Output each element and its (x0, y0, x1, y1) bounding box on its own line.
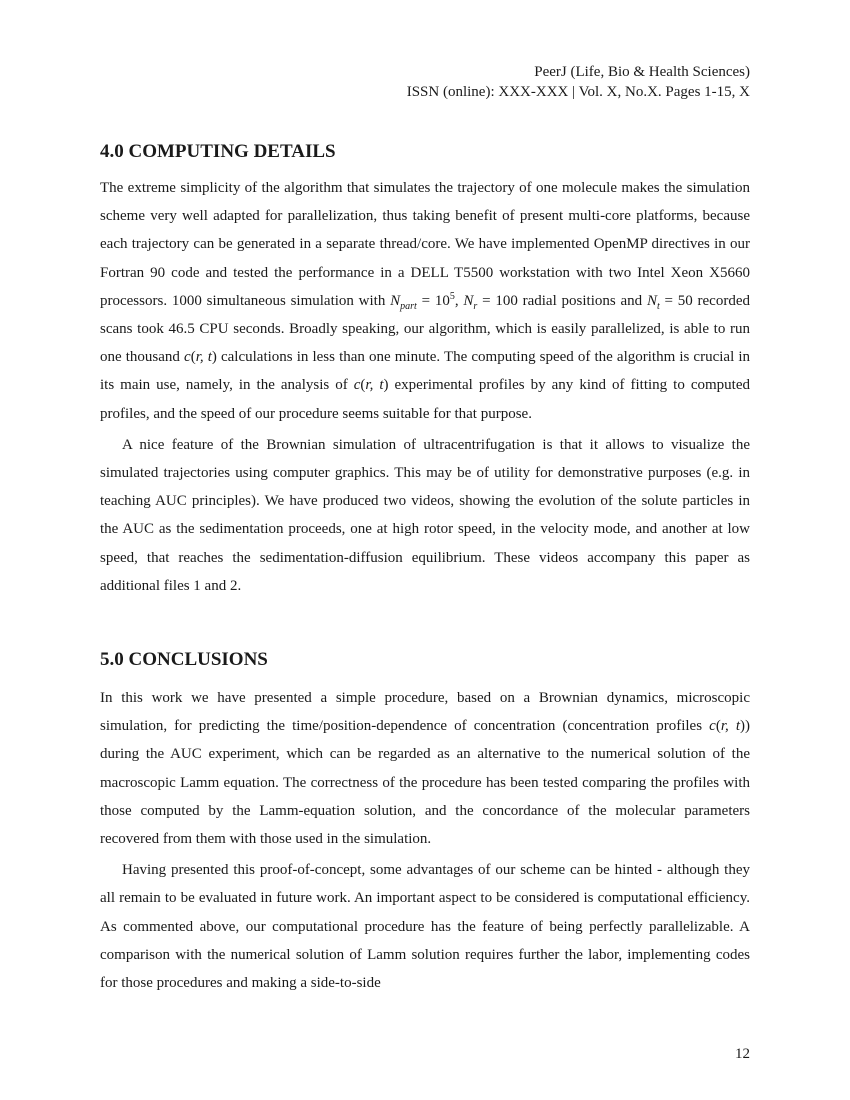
function-args: r, t (720, 718, 741, 735)
paragraph-computing-2: A nice feature of the Brownian simulation of ultracentrifugation is that it allows to visualize the simulated trajectories using computer graphics. This may be of utility for demonstrative purposes (e.g. in teaching AUC principles). We have produced two videos, showing the evolution of the solute particles in the AUC as the sedimentation proceeds, one at high rotor speed, in the velocity mode, and another at low speed, that reaches the sedimentation-diffusion equilibrium. These videos accompany this paper as additional files 1 and 2. (100, 436, 750, 594)
function-args: r, t (365, 377, 384, 394)
subscript-part: part (400, 300, 417, 312)
exponent: 5 (449, 290, 455, 302)
running-header (407, 62, 750, 102)
function-c: c (184, 349, 191, 366)
subscript-r: r (473, 300, 478, 312)
text-run: In this work we have presented a simple procedure, based on a Brownian dynamics, microscopic simulation, for predicting the time/position-dependence of concentration (concentration profiles (100, 690, 750, 735)
text-run: , (454, 292, 464, 309)
text-run: experimental profiles by any kind of fitting to computed profiles, and the speed of our procedure seems suitable for that purpose. (100, 377, 750, 422)
variable-n: N (390, 292, 401, 309)
section-heading-conclusions: 5.0 CONCLUSIONS (100, 649, 268, 671)
page-number: 12 (735, 1046, 750, 1062)
issn-line: ISSN (online): XXX-XXX | Vol. X, No.X. Pages 1-15, X (406, 84, 750, 100)
function-c: c (709, 718, 716, 735)
paragraph-conclusions-2: Having presented this proof-of-concept, some advantages of our scheme can be hinted - although they all remain to be evaluated in future work. An important aspect to be considered is computational efficiency. As commented above, our computational procedure has the feature of being perfectly parallelizable. A comparison with the numerical solution of Lamm solution requires further the labor, implementing codes for those procedures and making a side-to-side (100, 862, 750, 992)
subscript-t: t (656, 300, 660, 312)
journal-name: PeerJ (Life, Bio & Health Sciences) (534, 64, 750, 80)
variable-n: N (463, 292, 474, 309)
function-args: r, t (195, 349, 212, 366)
variable-n: N (646, 292, 657, 309)
paragraph-computing-1: The extreme simplicity of the algorithm that simulates the trajectory of one molecule makes the simulation scheme very well adapted for parallelization, thus taking benefit of present multi-core platforms, because each trajectory can be generated in a separate thread/core. We have implemented OpenMP directives in our Fortran 90 code and tested the performance in a DELL T5500 workstation with two Intel Xeon X5660 processors. 1000 simultaneous simulation with $N_{part} = 10^5$, $N_r = 100$ radial positions and $N_t = 50$ recorded scans took 46.5 CPU seconds. Broadly speaking, our algorithm, which is easily parallelized, is able to run one thousand c(r, t) calculations in less than one minute. The computing speed of the algorithm is crucial in its main use, namely, in the analysis of c(r, t) experimental profiles by any kind of fitting to computed profiles, and the speed of our procedure seems suitable for that purpose. (100, 180, 751, 422)
page-body (100, 138, 750, 997)
text-run: = 100 radial positions and (477, 292, 647, 309)
function-c: c (353, 377, 361, 394)
text-run: ) during the AUC experiment, which can be regarded as an alternative to the numerical solution of the macroscopic Lamm equation. The correctness of the procedure has been tested comparing the profiles with those computed by the Lamm-equation solution, and the concordance of the molecular parameters recovered from them with those used in the simulation. (100, 718, 751, 848)
section-heading-computing-details: 4.0 COMPUTING DETAILS (100, 141, 336, 162)
text-run: The extreme simplicity of the algorithm that simulates the trajectory of one molecule makes the simulation scheme very well adapted for parallelization, thus taking benefit of present multi-core platforms, because each trajectory can be generated in a separate thread/core. We have implemented OpenMP directives in our Fortran 90 code and tested the performance in a DELL T5500 workstation with two Intel Xeon X5660 processors. 1000 simultaneous simulation with (100, 180, 750, 309)
text-run: = 10 (416, 292, 450, 309)
text-run: = 50 recorded scans took 46.5 CPU seconds. Broadly speaking, our algorithm, which is easily parallelized, is able to run one thousand (100, 292, 750, 366)
text-run: calculations in less than one minute. The computing speed of the algorithm is crucial in its main use, namely, in the analysis of (100, 349, 751, 394)
paragraph-conclusions-1: In this work we have presented a simple procedure, based on a Brownian dynamics, microscopic simulation, for predicting the time/position-dependence of concentration (concentration profiles c(r, t)) during the AUC experiment, which can be regarded as an alternative to the numerical solution of the macroscopic Lamm equation. The correctness of the procedure has been tested comparing the profiles with those computed by the Lamm-equation solution, and the concordance of the molecular parameters recovered from them with those used in the simulation. (100, 690, 751, 848)
